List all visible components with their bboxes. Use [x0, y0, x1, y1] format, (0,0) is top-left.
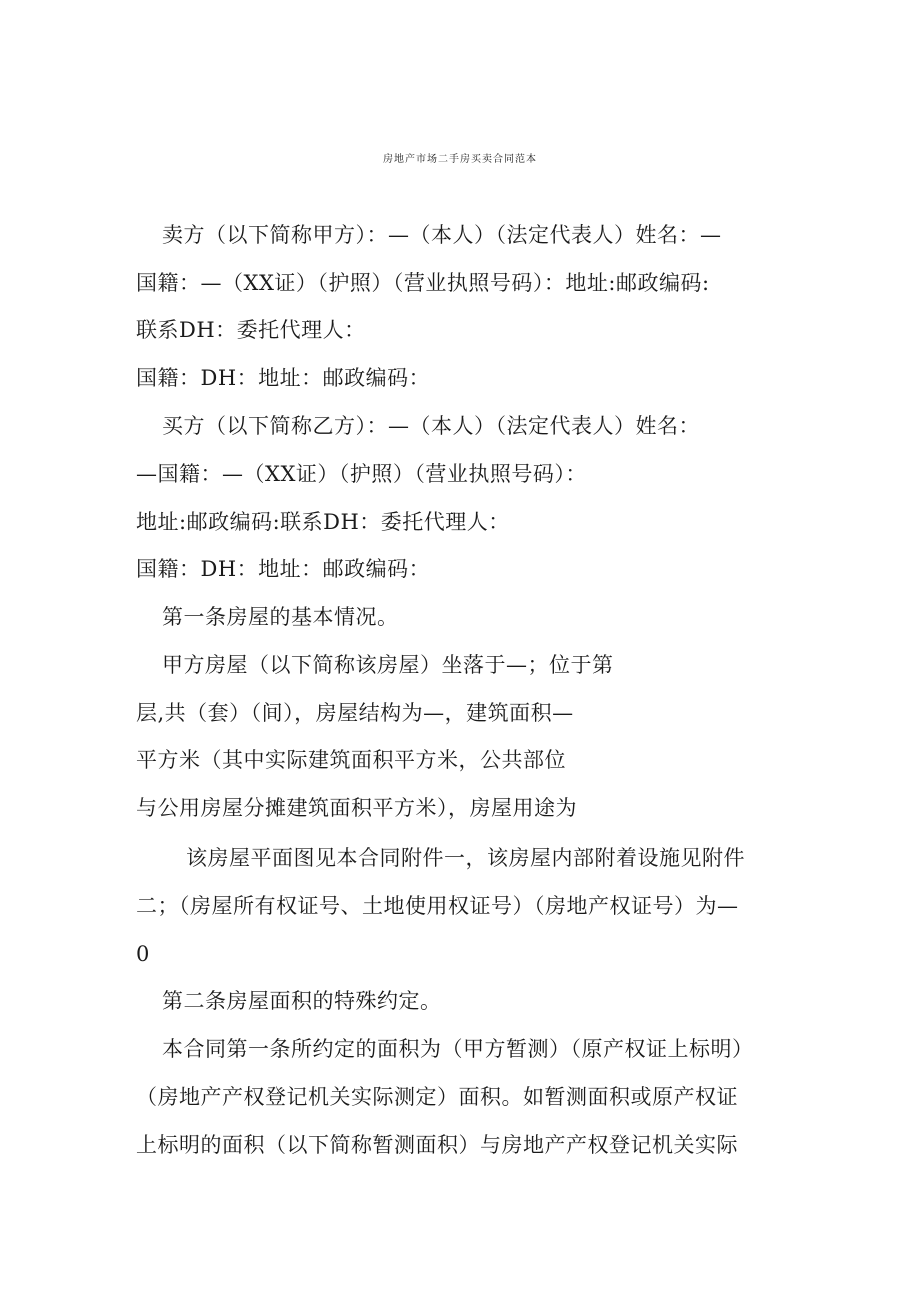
- paragraph-line: 平方米（其中实际建筑面积平方米，公共部位: [136, 748, 566, 772]
- paragraph-line: 本合同第一条所约定的面积为（甲方暂测）（原产权证上标明）: [162, 1037, 754, 1061]
- paragraph-line: 该房屋平面图见本合同附件一，该房屋内部附着设施见附件: [186, 846, 745, 870]
- paragraph-line: —国籍：—（XX证）（护照）（营业执照号码）：: [136, 462, 587, 486]
- paragraph-line: 地址:邮政编码:联系DH：委托代理人：: [136, 510, 510, 534]
- paragraph-line: 国籍：DH：地址：邮政编码：: [136, 366, 431, 390]
- paragraph-line: 0: [136, 942, 150, 966]
- paragraph-line: 国籍：—（XX证）（护照）（营业执照号码）：地址:邮政编码:: [136, 271, 710, 295]
- paragraph-line: 联系DH：委托代理人：: [136, 318, 366, 342]
- paragraph-line: 甲方房屋（以下简称该房屋）坐落于—；位于第: [162, 653, 614, 677]
- paragraph-line: 与公用房屋分摊建筑面积平方米），房屋用途为: [136, 796, 577, 820]
- paragraph-line: 第二条房屋面积的特殊约定。: [162, 989, 442, 1013]
- paragraph-line: 二；（房屋所有权证号、土地使用权证号）（房地产权证号）为—: [136, 894, 739, 918]
- paragraph-line: 第一条房屋的基本情况。: [162, 605, 399, 629]
- paragraph-line: 上标明的面积（以下简称暂测面积）与房地产产权登记机关实际: [136, 1133, 738, 1157]
- paragraph-line: 层,共（套）（间），房屋结构为—，建筑面积—: [136, 701, 574, 725]
- document-title: 房地产市场二手房买卖合同范本: [383, 154, 537, 165]
- paragraph-line: 卖方（以下简称甲方）：—（本人）（法定代表人）姓名：—: [162, 223, 722, 247]
- paragraph-line: （房地产产权登记机关实际测定）面积。如暂测面积或原产权证: [136, 1085, 738, 1109]
- paragraph-line: 国籍：DH：地址：邮政编码：: [136, 557, 431, 581]
- paragraph-line: 买方（以下简称乙方）：—（本人）（法定代表人）姓名：: [162, 414, 700, 438]
